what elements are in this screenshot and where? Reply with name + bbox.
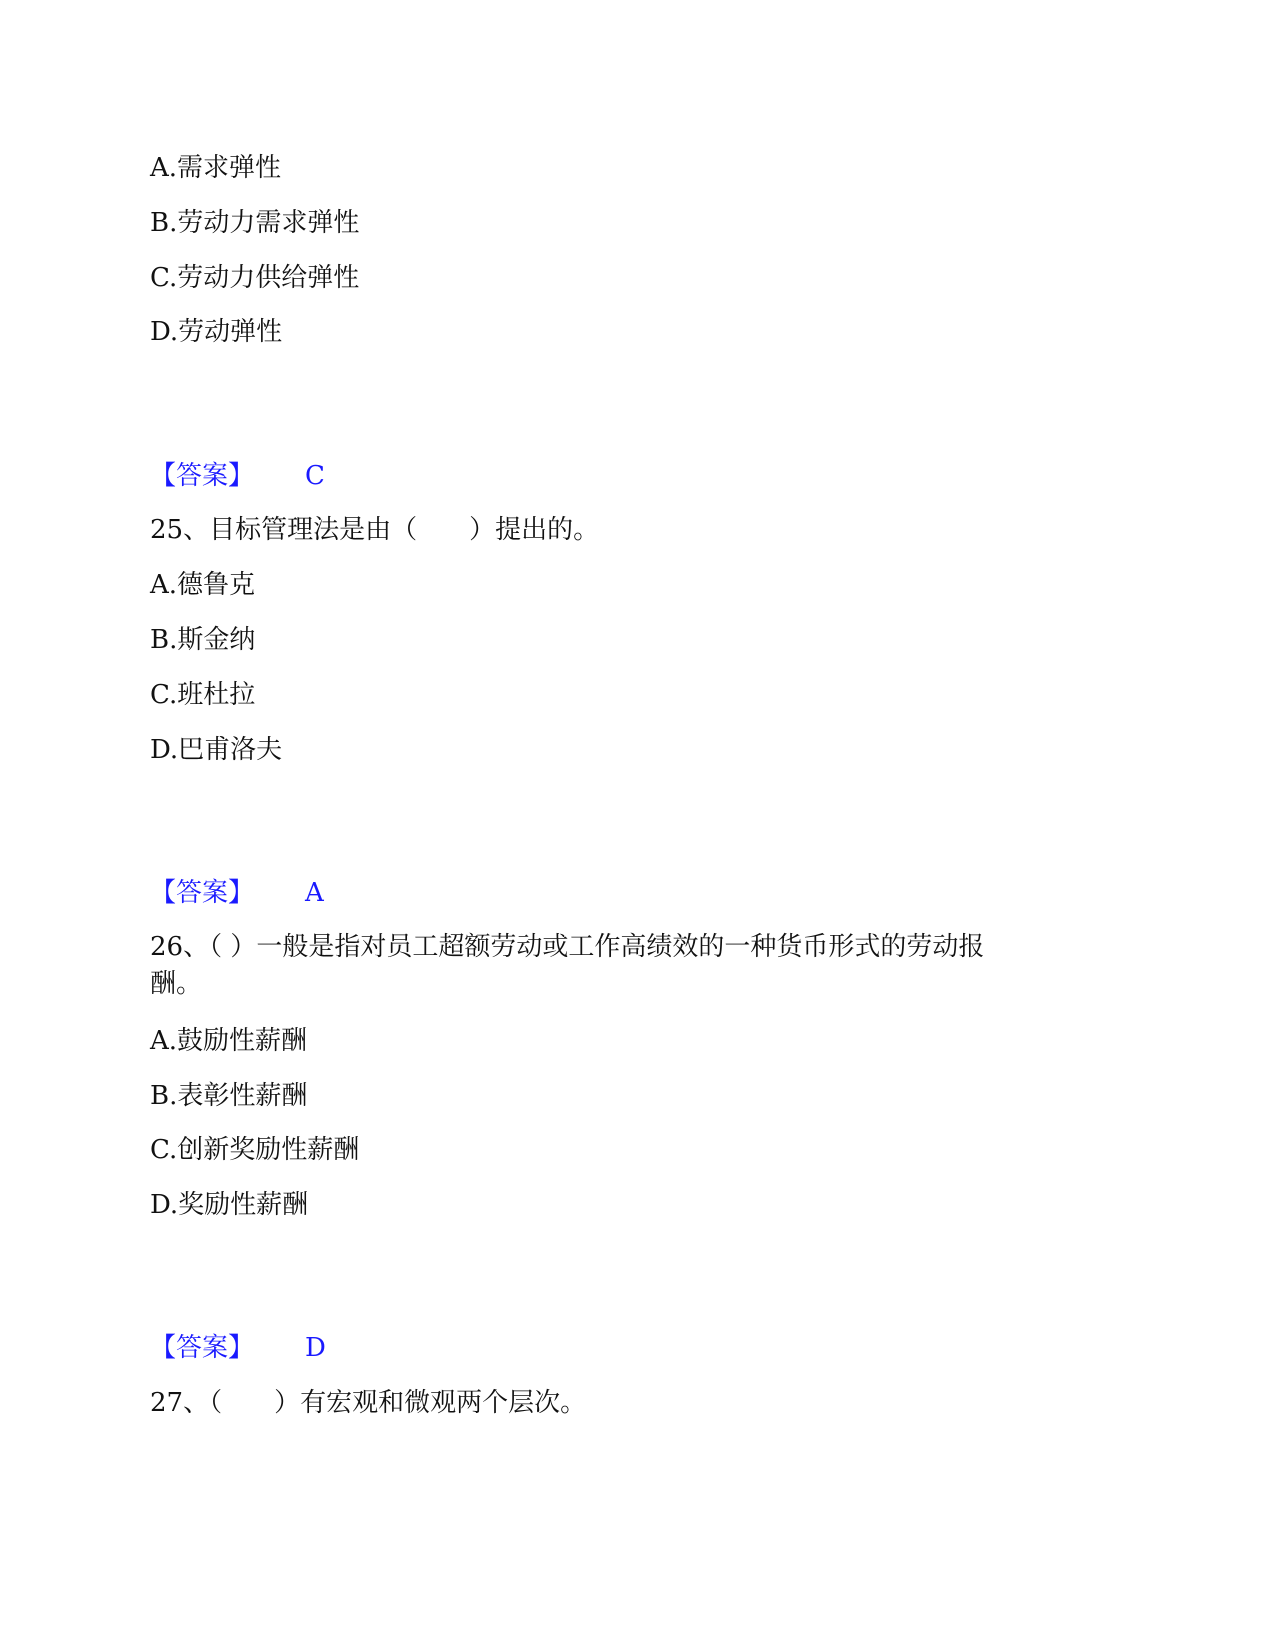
answer-label: 【答案】 — [150, 461, 255, 491]
question-text: 26、（ ）一般是指对员工超额劳动或工作高绩效的一种货币形式的劳动报 — [150, 932, 985, 962]
question-text: 25、目标管理法是由（ ）提出的。 — [150, 515, 600, 545]
answer-line — [150, 459, 325, 493]
answer-value: C — [305, 461, 325, 491]
option-c: C.劳动力供给弹性 — [150, 263, 360, 293]
option-b: B.劳动力需求弹性 — [150, 208, 360, 238]
option-d: D.奖励性薪酬 — [150, 1190, 309, 1220]
option-c: C.班杜拉 — [150, 680, 256, 710]
option-a: A.需求弹性 — [150, 153, 282, 183]
option-d: D.劳动弹性 — [150, 317, 283, 347]
question-text-continued: 酬。 — [150, 969, 203, 999]
option-b: B.斯金纳 — [150, 625, 256, 655]
option-d: D.巴甫洛夫 — [150, 735, 283, 765]
answer-label: 【答案】 — [150, 878, 255, 908]
option-a: A.鼓励性薪酬 — [150, 1026, 308, 1056]
question-text: 27、（ ）有宏观和微观两个层次。 — [150, 1388, 587, 1418]
answer-value: A — [305, 878, 324, 908]
answer-value: D — [305, 1333, 326, 1363]
option-c: C.创新奖励性薪酬 — [150, 1135, 360, 1165]
option-b: B.表彰性薪酬 — [150, 1081, 308, 1111]
answer-label: 【答案】 — [150, 1333, 255, 1363]
answer-line — [150, 876, 324, 910]
option-a: A.德鲁克 — [150, 570, 256, 600]
answer-line — [150, 1331, 326, 1365]
